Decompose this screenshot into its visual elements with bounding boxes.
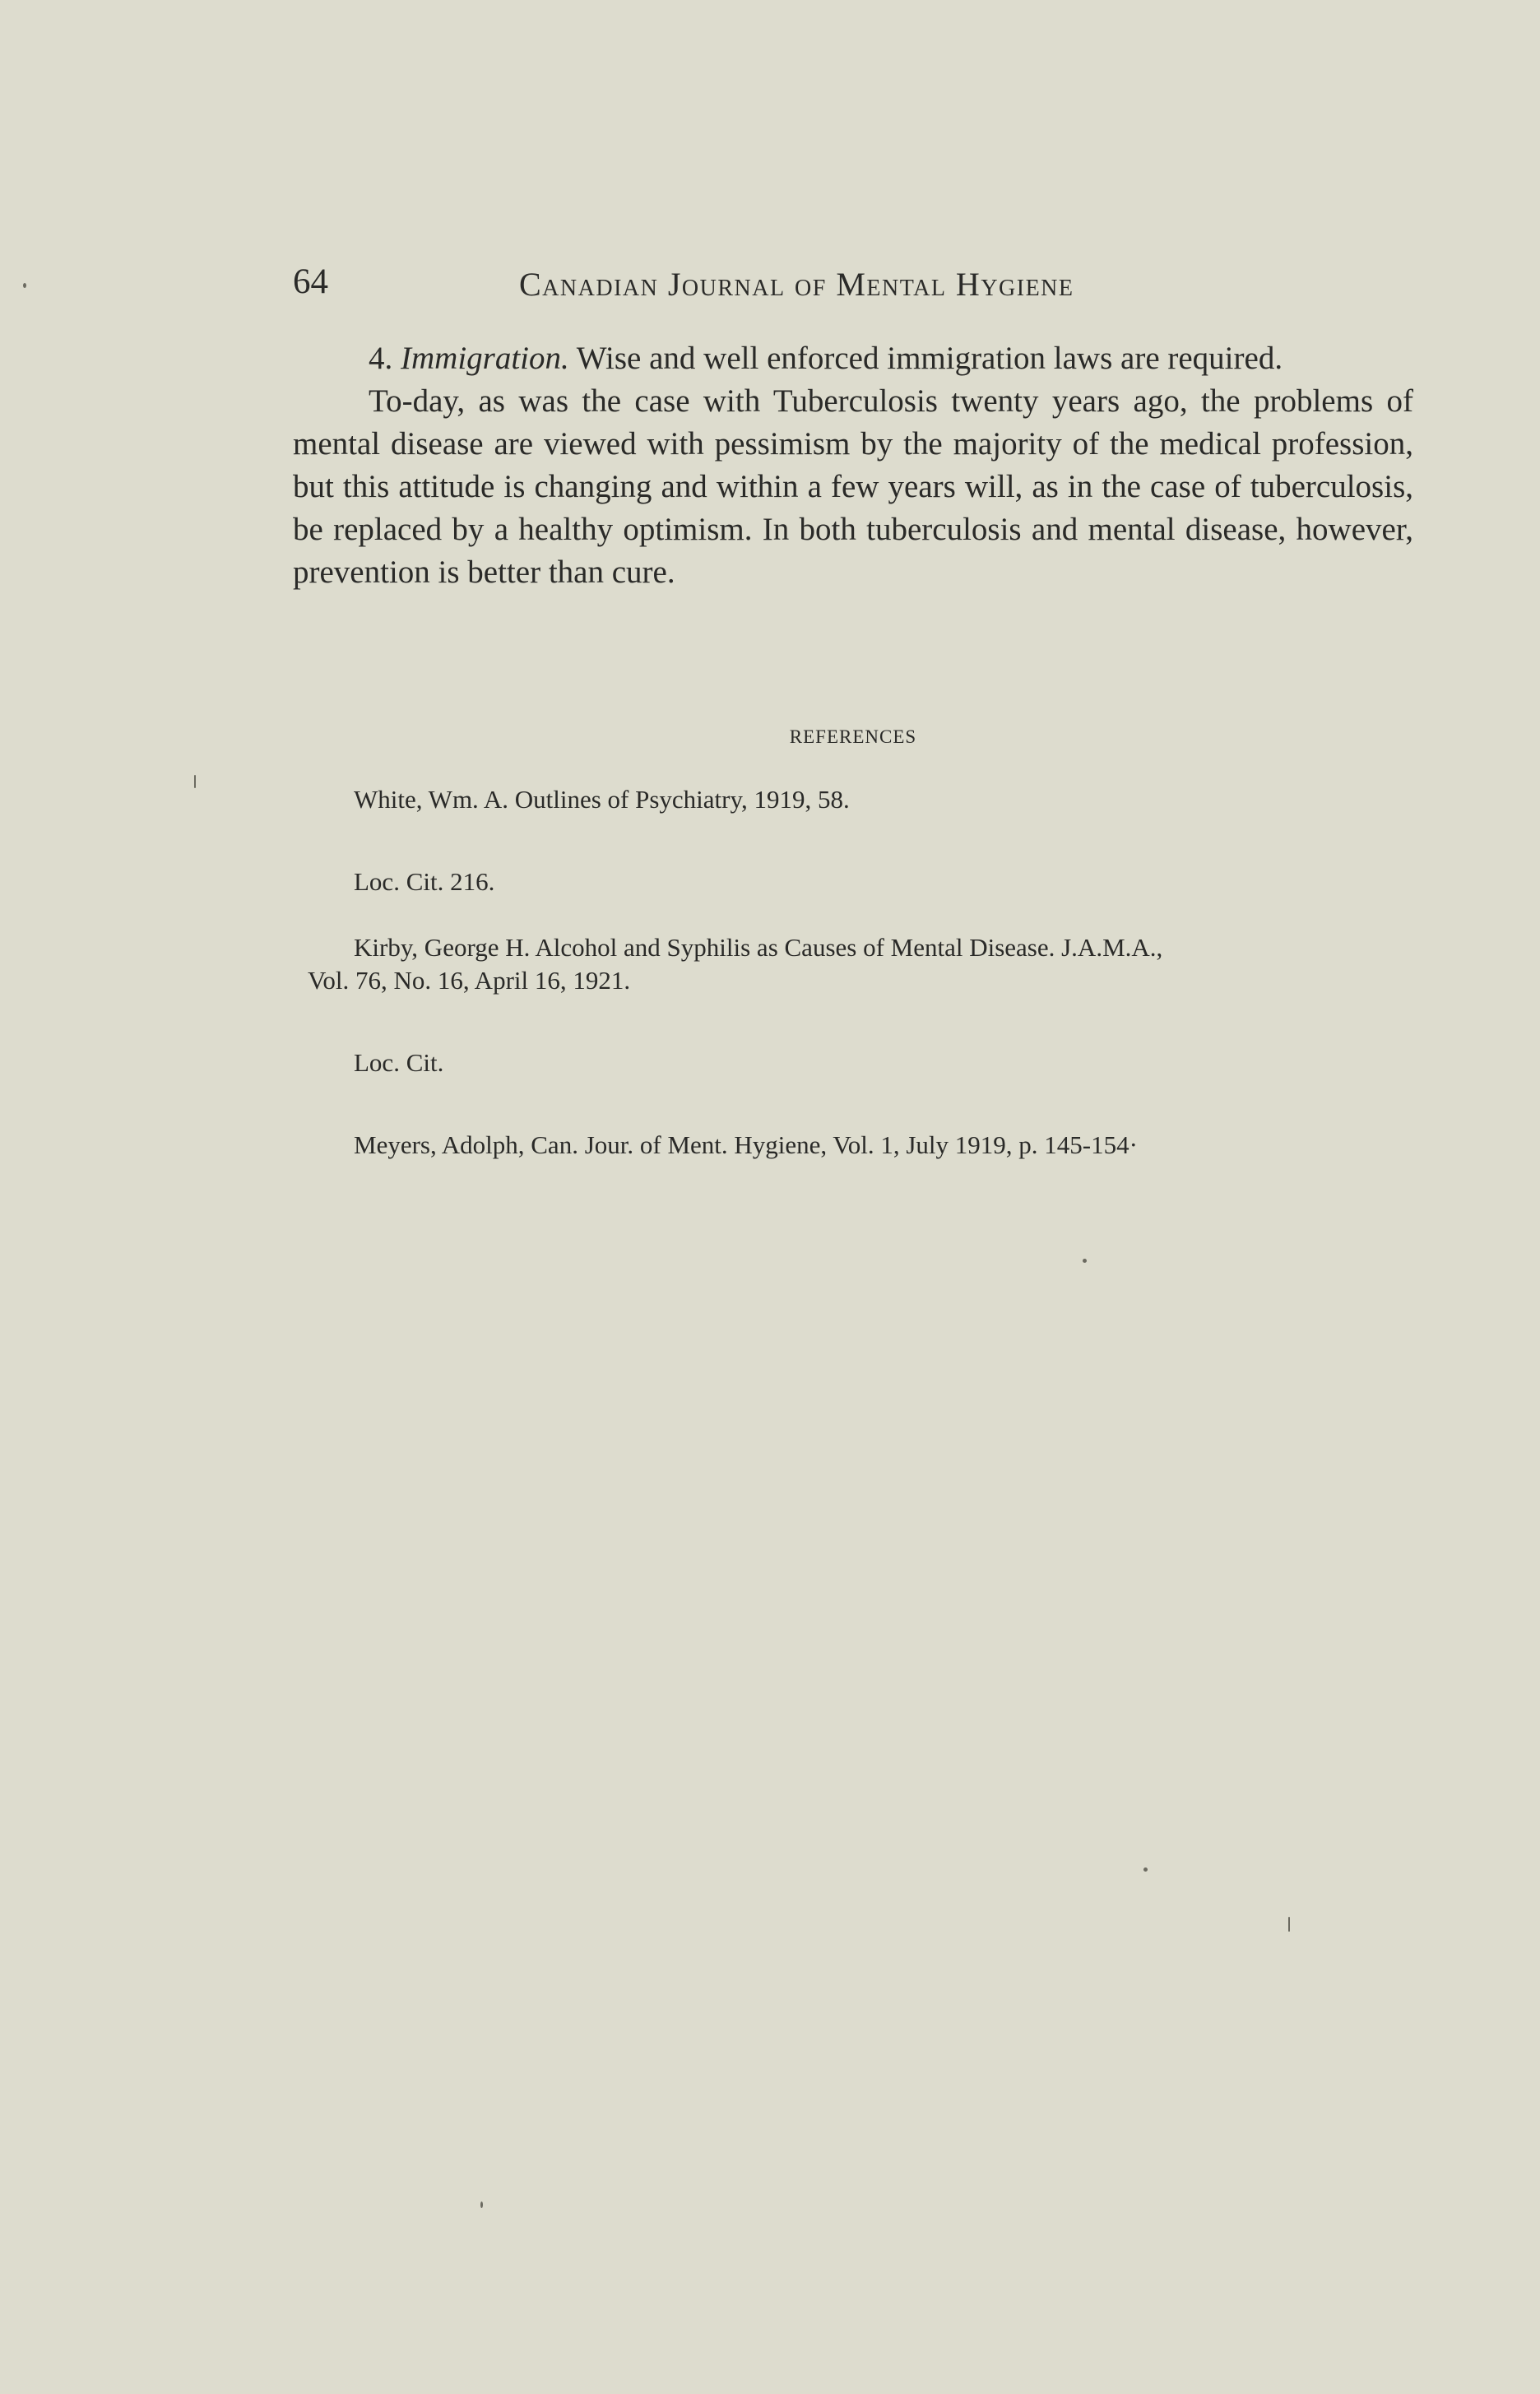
reference-item [293, 1046, 1424, 1079]
running-title: Canadian Journal of Mental Hygiene [519, 266, 1074, 303]
paragraph-text: Wise and well enforced immigration laws are required. [576, 341, 1283, 376]
paper-speck [1083, 1259, 1087, 1263]
reference-line: Loc. Cit. [354, 1048, 444, 1077]
reference-item [293, 865, 1424, 898]
reference-item [293, 931, 1424, 997]
reference-line: Loc. Cit. 216. [354, 867, 495, 896]
paper-speck [1143, 1867, 1148, 1872]
paragraph-number: 4. [369, 341, 393, 376]
paper-speck [23, 283, 26, 288]
paragraph-immigration [293, 337, 1413, 380]
reference-item [293, 783, 1424, 816]
reference-line: Meyers, Adolph, Can. Jour. of Ment. Hygiene, Vol. 1, July 1919, p. 145-154· [354, 1130, 1138, 1159]
body-text [293, 337, 1413, 594]
paper-speck [480, 2201, 483, 2208]
references-list [293, 783, 1424, 1162]
paper-speck [1288, 1917, 1290, 1932]
reference-line-continued: Vol. 76, No. 16, April 16, 1921. [308, 966, 631, 995]
reference-item [293, 1129, 1424, 1162]
reference-line: Kirby, George H. Alcohol and Syphilis as Causes of Mental Disease. J.A.M.A., [354, 933, 1163, 962]
paragraph-heading: Immigration. [401, 341, 569, 376]
references-heading: REFERENCES [789, 726, 917, 747]
page-header [293, 262, 1412, 311]
paper-speck [194, 775, 196, 788]
page-number: 64 [293, 262, 328, 301]
reference-line: White, Wm. A. Outlines of Psychiatry, 1919, 58. [354, 785, 850, 814]
paragraph-conclusion: To-day, as was the case with Tuberculosis twenty years ago, the problems of mental disease are viewed with pessimism by the majority of the medical profession, but this attitude is changing and within a few years will, as in the case of tuberculosis, be replaced by a healthy optimism. In both tuberculosis and mental disease, however, prevention is better than cure. [293, 383, 1413, 590]
